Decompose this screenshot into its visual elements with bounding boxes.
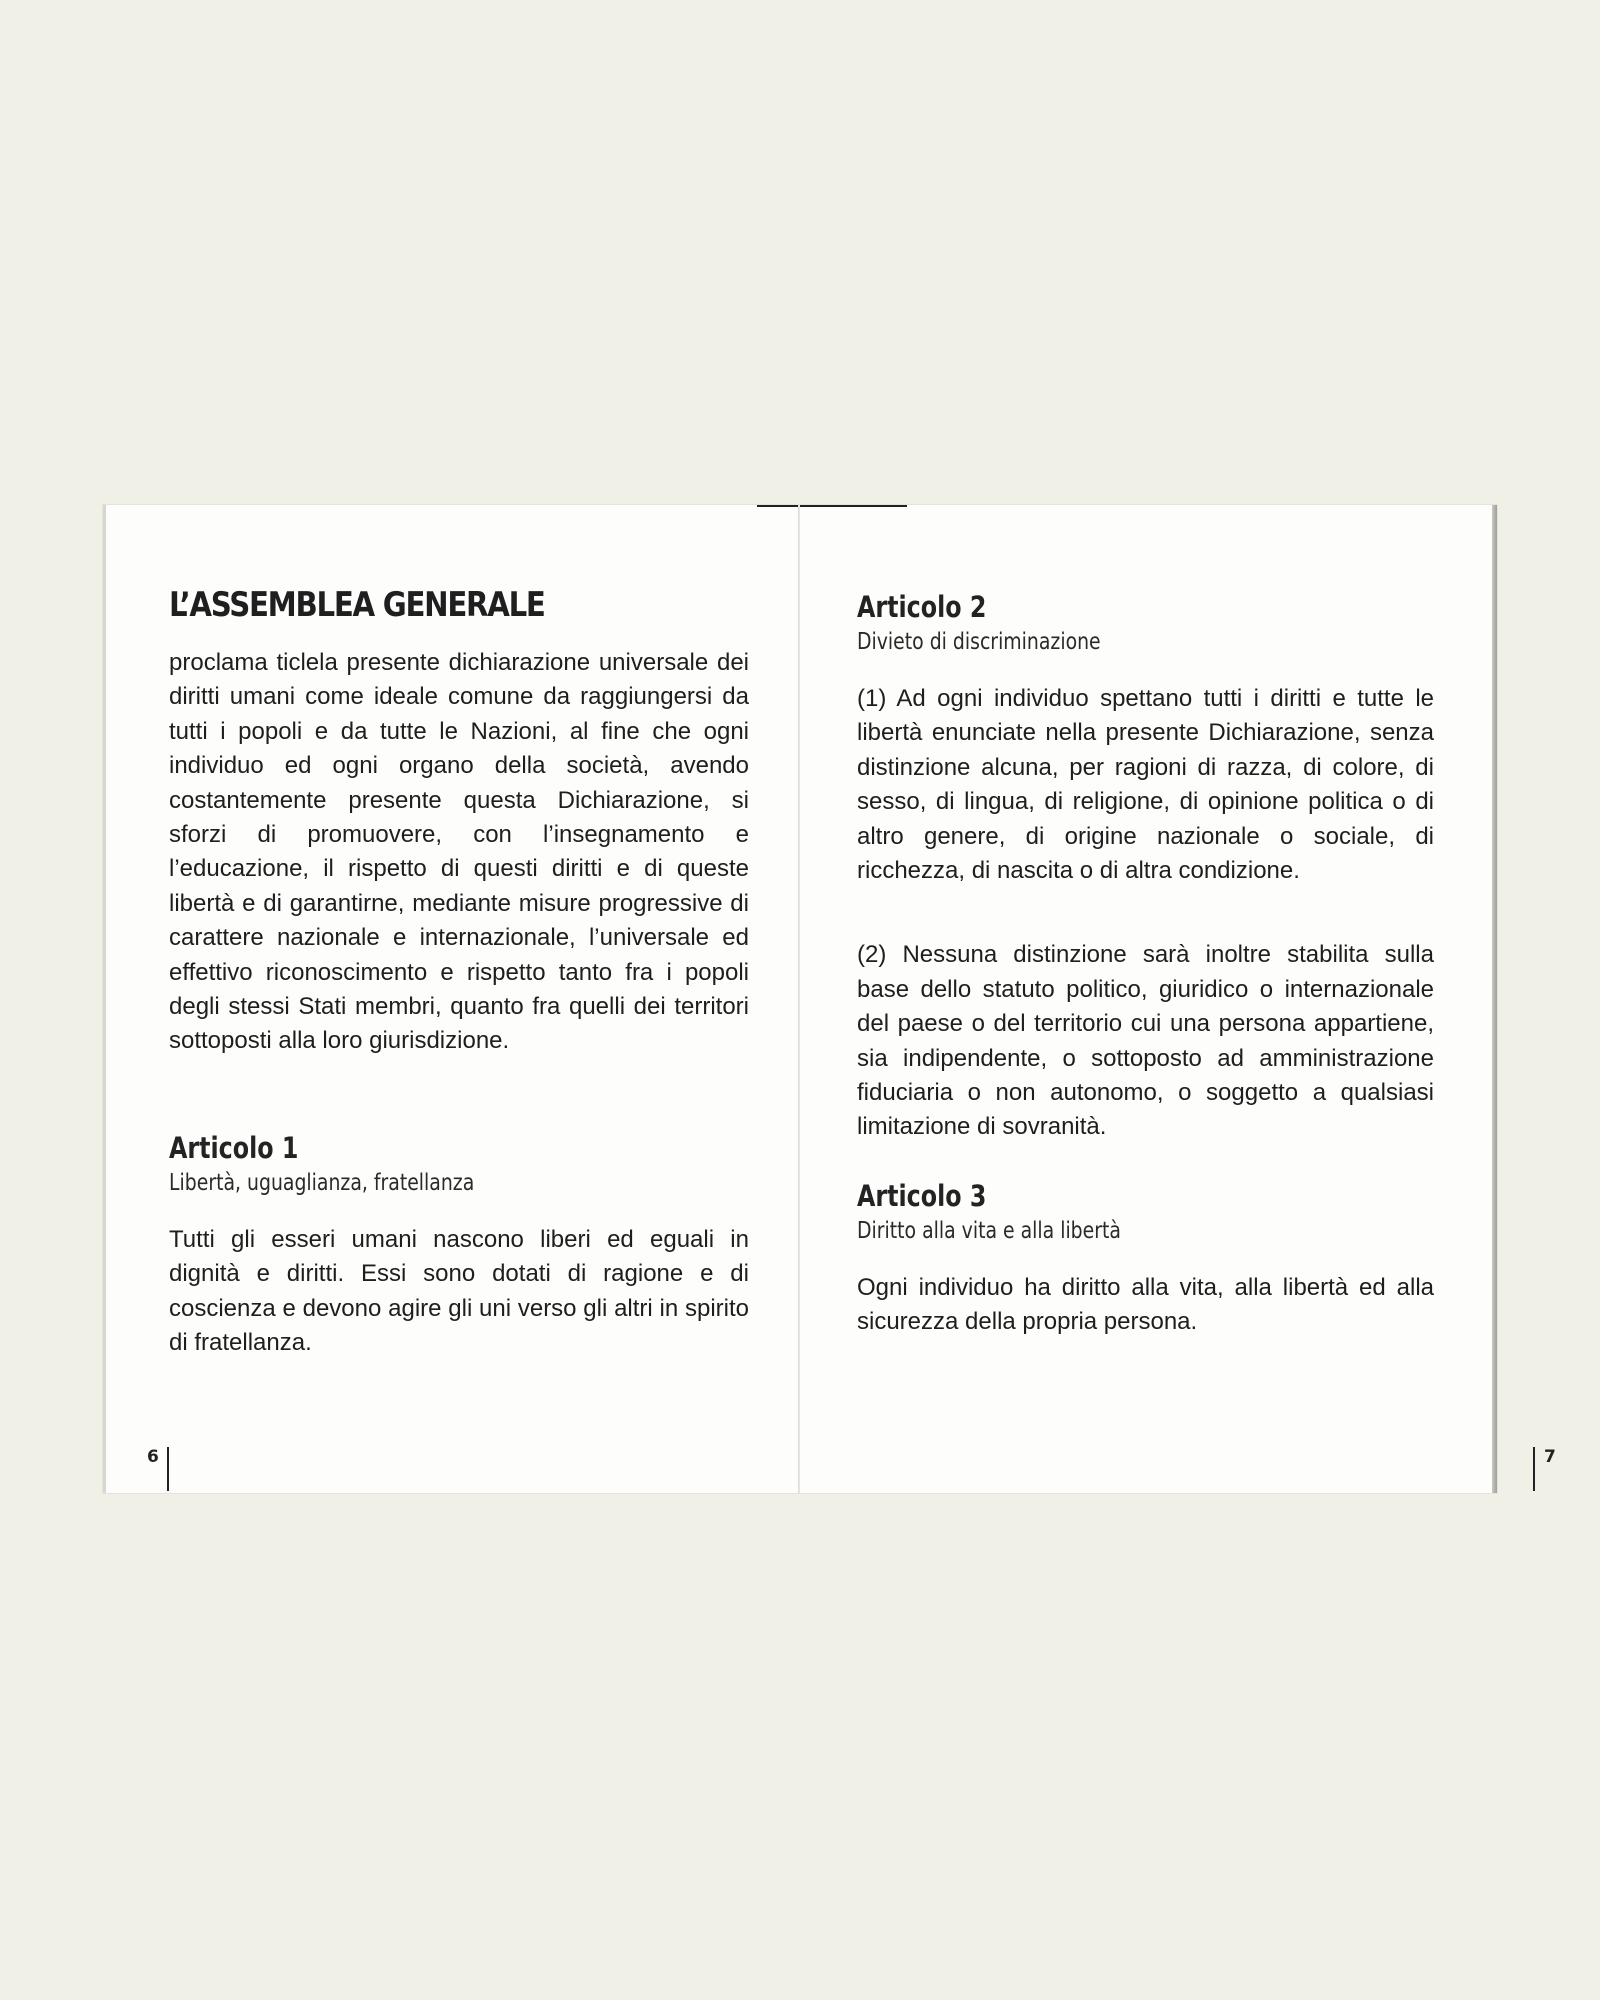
page-heading: L’ASSEMBLEA GENERALE [169,585,545,625]
page-number-right: 7 [1544,1447,1556,1467]
article-3-subtitle: Diritto alla vita e alla libertà [857,1217,1121,1244]
article-1 [169,1129,749,1361]
article-2-paragraph-1: (1) Ad ogni individuo spettano tutti i diritti e tutte le libertà enunciate nella presente Dichiarazione, senza distinzione alcuna, per ragioni di razza, di colore, di sesso, di lingua, di religione, di opinione politica o di altro genere, di origine nazionale o sociale, di ricchezza, di nascita o di altra condizione. [857,685,1434,885]
article-1-text: Tutti gli esseri umani nascono liberi ed eguali in dignità e diritti. Essi sono dotati di ragione e di coscienza e devono agire gli uni verso gli altri in spirito di fratellanza. [169,1225,749,1357]
left-page [103,505,798,1493]
article-3-text: Ogni individuo ha diritto alla vita, alla libertà ed alla sicurezza della propria persona. [857,1273,1434,1336]
article-2 [857,588,1434,1145]
article-3 [857,1177,1434,1340]
article-2-subtitle: Divieto di discriminazione [857,629,1101,655]
booklet-spread [103,505,1556,1493]
page-number-rule-left [167,1447,169,1491]
article-2-paragraph-2: (2) Nessuna distinzione sarà inoltre stabilita sulla base dello statuto politico, giuridico o internazionale del paese o del territorio cui una persona appartiene, sia indipendente, o sottoposto ad amministrazione fiduciaria o non autonomo, o soggetto a qualsiasi limitazione di sovranità. [857,941,1434,1141]
right-page [800,505,1556,1493]
page-number-left: 6 [147,1447,159,1467]
article-1-title: Articolo 1 [169,1130,299,1165]
article-1-subtitle: Libertà, uguaglianza, fratellanza [169,1169,475,1196]
page-number-rule-right [1533,1447,1535,1491]
article-3-title: Articolo 3 [857,1178,987,1213]
left-page-content [169,583,749,1361]
intro-paragraph: proclama ticlela presente dichiarazione universale dei diritti umani come ideale comune da raggiungersi da tutti i popoli e da tutte le Nazioni, al fine che ogni individuo ed ogni organo della società, avendo costantemente presente questa Dichiarazione, si sforzi di promuovere, con l’insegnamento e l’educazione, il rispetto di questi diritti e di queste libertà e di garantirne, mediante misure progressive di carattere nazionale e internazionale, l’universale ed effettivo riconoscimento e rispetto tanto fra i popoli degli stessi Stati membri, quanto fra quelli dei territori sottoposti alla loro giurisdizione. [169,649,749,1055]
right-page-content [857,588,1434,1340]
article-2-title: Articolo 2 [857,590,987,624]
